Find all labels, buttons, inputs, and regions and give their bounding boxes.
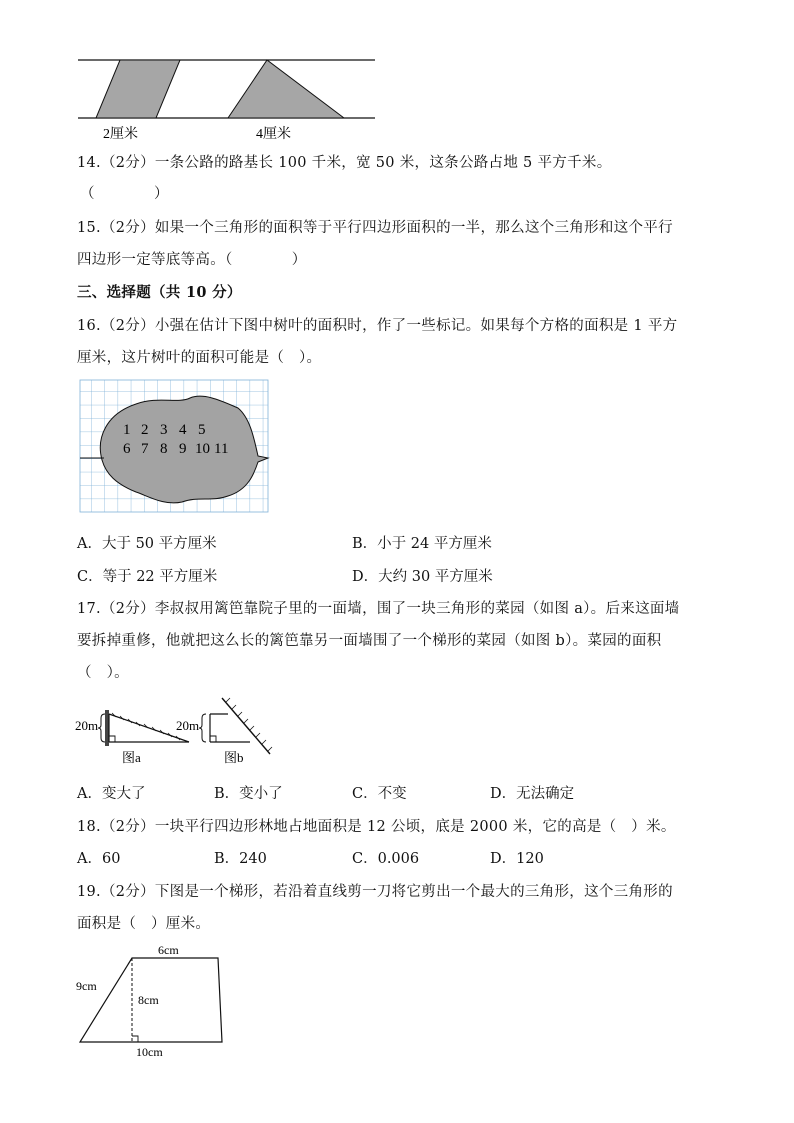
- fig-b-slanted-wall: [222, 698, 270, 754]
- fig-b-hatch: [226, 698, 272, 751]
- leaf-num-3: 3: [160, 422, 168, 438]
- fig-b-brace: [199, 714, 206, 742]
- q16-option-a[interactable]: A．大于 50 平方厘米: [77, 536, 217, 552]
- gray-triangle: [228, 60, 344, 118]
- q17-option-d[interactable]: D．无法确定: [490, 786, 575, 802]
- leaf-num-7: 7: [141, 441, 149, 457]
- label-side-9cm: 9cm: [76, 979, 97, 993]
- leaf-grid-figure: [78, 378, 273, 516]
- q14-answer-blank[interactable]: （ ）: [80, 186, 169, 202]
- fig-a-hatch: [112, 713, 180, 740]
- q17-line2: 要拆掉重修，他就把这么长的篱笆靠另一面墙围了一个梯形的菜园（如图 b）。菜园的面积: [77, 633, 662, 649]
- leaf-num-5: 5: [198, 422, 206, 438]
- q16-line1: 16.（2分）小强在估计下图中树叶的面积时，作了一些标记。如果每个方格的面积是 1 平方: [77, 318, 678, 334]
- fig-a-height-label: 20m: [75, 718, 99, 733]
- leaf-num-8: 8: [160, 441, 168, 457]
- leaf-num-6: 6: [123, 441, 131, 457]
- trapezoid-figure: [72, 940, 242, 1062]
- fig-a-brace: [98, 714, 105, 742]
- q15-line2: 四边形一定等底等高。（ ）: [77, 252, 307, 268]
- leaf-num-10: 10: [195, 441, 210, 457]
- q18-option-b[interactable]: B．240: [214, 851, 267, 867]
- q16-option-b[interactable]: B．小于 24 平方厘米: [352, 536, 492, 552]
- label-bottom-10cm: 10cm: [136, 1045, 163, 1059]
- gray-parallelogram: [96, 60, 180, 118]
- top-parallel-figure: [70, 52, 390, 144]
- q17-line3: （ ）。: [77, 665, 129, 681]
- q15-line1: 15.（2分）如果一个三角形的面积等于平行四边形面积的一半，那么这个三角形和这个平行: [77, 220, 673, 236]
- q17-line1: 17.（2分）李叔叔用篱笆靠院子里的一面墙，围了一块三角形的菜园（如图 a）。后来这面墙: [77, 601, 680, 617]
- label-top-6cm: 6cm: [158, 943, 179, 957]
- q19-line1: 19.（2分）下图是一个梯形，若沿着直线剪一刀将它剪出一个最大的三角形，这个三角形的: [77, 884, 673, 900]
- q16-option-d[interactable]: D．大约 30 平方厘米: [352, 569, 493, 585]
- fig-b-label: 图b: [224, 750, 244, 765]
- label-4cm: 4厘米: [256, 127, 291, 142]
- fig-a-label: 图a: [122, 750, 141, 765]
- q16-line2: 厘米，这片树叶的面积可能是（ ）。: [77, 350, 322, 366]
- leaf-num-11: 11: [214, 441, 229, 457]
- section3-title: 三、选择题（共 10 分）: [77, 284, 242, 301]
- leaf-num-9: 9: [179, 441, 187, 457]
- q19-line2: 面积是（ ）厘米。: [77, 916, 211, 932]
- label-height-8cm: 8cm: [138, 993, 159, 1007]
- fig-b-height-label: 20m: [176, 718, 200, 733]
- leaf-num-2: 2: [141, 422, 149, 438]
- q17-option-c[interactable]: C．不变: [352, 786, 407, 802]
- leaf-num-1: 1: [123, 422, 131, 438]
- q18-option-a[interactable]: A．60: [77, 851, 121, 867]
- q18-option-c[interactable]: C．0.006: [352, 851, 420, 867]
- q16-option-c[interactable]: C．等于 22 平方厘米: [77, 569, 218, 585]
- q17-option-a[interactable]: A．变大了: [77, 786, 146, 802]
- leaf-num-4: 4: [179, 422, 187, 438]
- q14-text: 14.（2分）一条公路的路基长 100 千米，宽 50 米，这条公路占地 5 平方千米。: [77, 155, 612, 171]
- label-2cm: 2厘米: [103, 127, 138, 142]
- q18-text: 18.（2分）一块平行四边形林地占地面积是 12 公顷，底是 2000 米，它的高是（ ）米。: [77, 819, 676, 835]
- q17-figures: [72, 692, 282, 772]
- q18-option-d[interactable]: D．120: [490, 851, 544, 867]
- q17-option-b[interactable]: B．变小了: [214, 786, 283, 802]
